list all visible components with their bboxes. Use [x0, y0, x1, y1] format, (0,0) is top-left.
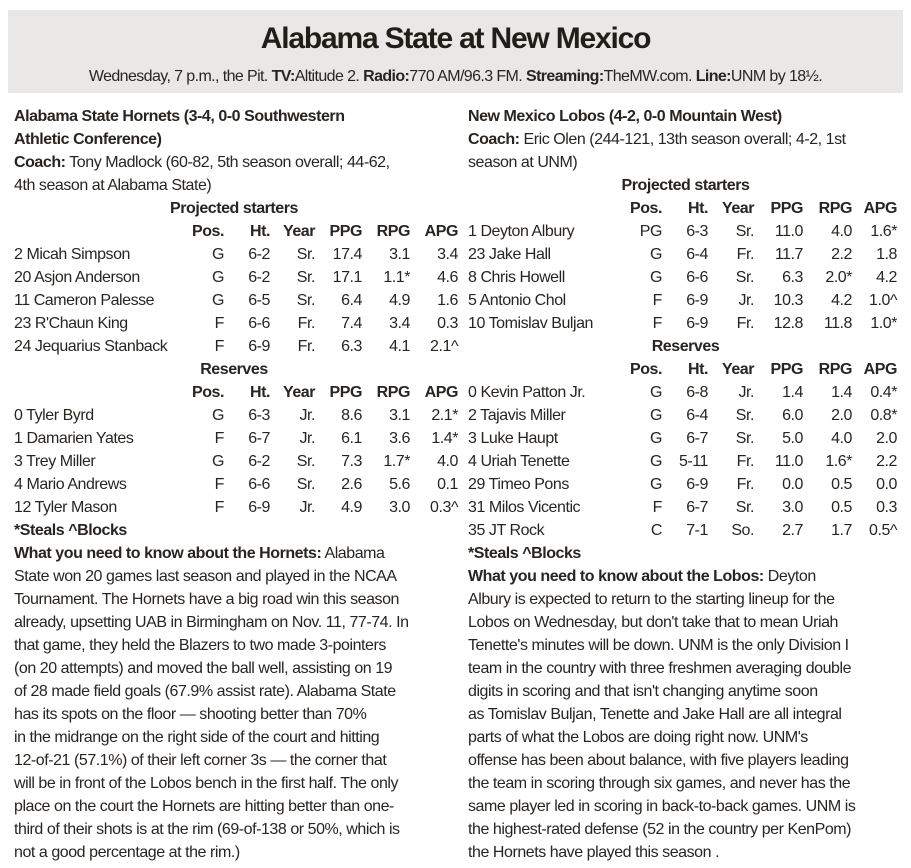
stat-cell: Fr. [736, 315, 754, 332]
player-row [14, 243, 458, 266]
tv-label: TV: [271, 68, 295, 85]
paragraph-line [468, 588, 903, 611]
coach-label: Coach: [14, 154, 66, 171]
stat-cell: 6-7 [686, 430, 708, 447]
stat-cell: 6-2 [248, 246, 270, 263]
stat-cell: 1.0* [870, 315, 897, 332]
paragraph-line [14, 611, 454, 634]
paragraph-text: place on the court the Hornets are hitting better than one- [14, 798, 394, 815]
player-row [14, 312, 458, 335]
column-header: Year [282, 223, 315, 240]
stat-cell: G [650, 246, 662, 263]
paragraph-line [468, 680, 903, 703]
paragraph-text: the team in scoring through six games, and never has the [468, 775, 851, 792]
stat-cell: 7.3 [341, 453, 362, 470]
paragraph-line [468, 795, 903, 818]
column-header: PPG [329, 384, 362, 401]
stat-cell: 6.3 [341, 338, 362, 355]
stat-cell: 0.4* [870, 384, 897, 401]
paragraph-text: Deyton [767, 568, 816, 585]
stat-cell: 0.5 [831, 499, 852, 516]
paragraph-line [468, 565, 903, 588]
player-name: 10 Tomislav Buljan [468, 315, 594, 332]
stat-cell: 0.3^ [430, 499, 458, 516]
column-header: PPG [770, 200, 803, 217]
paragraph-line [468, 841, 903, 864]
stat-cell: 11.8 [823, 315, 852, 332]
stat-cell: 6.1 [341, 430, 362, 447]
column-header: Pos. [630, 361, 662, 378]
player-row [468, 519, 903, 542]
stat-cell: Sr. [296, 269, 315, 286]
stat-cell: 6-7 [686, 499, 708, 516]
stat-cell: Sr. [296, 453, 315, 470]
paragraph-text: Alabama [324, 545, 385, 562]
stat-cell: 6-7 [248, 430, 270, 447]
paragraph-line [468, 657, 903, 680]
stat-cell: 2.6 [341, 476, 362, 493]
stat-cell: G [650, 407, 662, 424]
stat-cell: G [212, 269, 224, 286]
stat-cell: Sr. [296, 476, 315, 493]
stat-cell: 7-1 [686, 522, 708, 539]
paragraph-text: in the midrange on the right side of the court and hitting [14, 729, 380, 746]
stat-cell: 6-9 [248, 499, 270, 516]
player-name: 31 Milos Vicentic [468, 499, 581, 516]
radio-label: Radio: [363, 68, 410, 85]
stat-cell: 1.1* [383, 269, 410, 286]
paragraph-text: 12-of-21 (57.1%) of their left corner 3s — the corner that [14, 752, 387, 769]
reserves-heading: Reserves [200, 361, 268, 378]
stat-cell: Sr. [735, 223, 754, 240]
player-name: 0 Kevin Patton Jr. [468, 384, 586, 401]
stat-cell: 1.0^ [869, 292, 897, 309]
lobos-column [468, 105, 903, 864]
column-header: APG [424, 384, 458, 401]
stat-cell: 2.7 [782, 522, 803, 539]
stat-cell: Jr. [738, 384, 754, 401]
coach-text: 4th season at Alabama State) [14, 177, 212, 194]
stat-cell: 1.4 [831, 384, 852, 401]
player-row [14, 404, 458, 427]
reserves-heading: Reserves [651, 338, 720, 355]
paragraph-line [14, 772, 454, 795]
player-row [14, 473, 458, 496]
stat-cell: 5.0 [782, 430, 803, 447]
stat-cell: 0.0 [782, 476, 803, 493]
team-title: Athletic Conference) [14, 131, 162, 148]
player-name: 2 Tajavis Miller [468, 407, 566, 424]
coach-line [468, 151, 903, 174]
column-header: RPG [376, 384, 410, 401]
paragraph-text: State won 20 games last season and played in the NCAA [14, 568, 397, 585]
player-row [14, 496, 458, 519]
player-name: 3 Trey Miller [14, 453, 96, 470]
paragraph-line [468, 818, 903, 841]
paragraph-text: already, upsetting UAB in Birmingham on Nov. 11, 77-74. In [14, 614, 409, 631]
stat-cell: 6-5 [248, 292, 270, 309]
stat-cell: 6-9 [248, 338, 270, 355]
know-paragraph [468, 565, 903, 864]
stat-cell: 0.3 [437, 315, 458, 332]
stat-cell: Jr. [299, 499, 315, 516]
paragraph-line [14, 795, 454, 818]
paragraph-line [14, 841, 454, 864]
player-row [14, 427, 458, 450]
stat-cell: 6-2 [248, 269, 270, 286]
coach-label: Coach: [468, 131, 520, 148]
stat-cell: 5.6 [389, 476, 410, 493]
stat-cell: F [214, 315, 224, 332]
stat-cell: 0.1 [437, 476, 458, 493]
stat-cell: 3.0 [389, 499, 410, 516]
paragraph-line [14, 680, 454, 703]
page-title: Alabama State at New Mexico [260, 22, 651, 55]
stat-cell: G [212, 292, 224, 309]
stat-cell: Sr. [735, 407, 754, 424]
stat-cell: 0.8* [870, 407, 897, 424]
stat-cell: 4.9 [341, 499, 362, 516]
stat-cell: 10.3 [773, 292, 803, 309]
player-row [14, 289, 458, 312]
header-spacer [468, 197, 618, 220]
stat-cell: 3.4 [389, 315, 410, 332]
column-header: RPG [818, 200, 852, 217]
tv-value: Altitude 2. [294, 68, 360, 85]
column-header: PPG [770, 361, 803, 378]
stat-cell: 1.7* [383, 453, 410, 470]
paragraph-text: the highest-rated defense (52 in the country per KenPom) [468, 821, 852, 838]
stat-cell: So. [731, 522, 754, 539]
stat-cell: 6-6 [686, 269, 708, 286]
paragraph-text: of 28 made field goals (67.9% assist rate). Alabama State [14, 683, 396, 700]
paragraph-text: not a good percentage at the rim.) [14, 844, 240, 861]
stat-cell: G [650, 476, 662, 493]
stat-cell: 4.2 [876, 269, 897, 286]
column-header: Pos. [630, 200, 662, 217]
stat-cell: 0.5 [831, 476, 852, 493]
stat-cell: 3.0 [782, 499, 803, 516]
column-header: RPG [818, 361, 852, 378]
stat-cell: 3.1 [389, 407, 410, 424]
paragraph-line [14, 726, 454, 749]
column-headers [468, 358, 903, 381]
stat-cell: G [650, 384, 662, 401]
stat-cell: 4.2 [831, 292, 852, 309]
stat-cell: Fr. [297, 315, 315, 332]
stat-cell: G [212, 453, 224, 470]
stat-cell: 8.6 [341, 407, 362, 424]
stat-cell: F [652, 315, 662, 332]
stat-cell: 6-2 [248, 453, 270, 470]
stat-cell: 6.3 [782, 269, 803, 286]
stat-cell: 0.3 [876, 499, 897, 516]
stat-cell: Sr. [296, 292, 315, 309]
stat-cell: 2.2 [876, 453, 897, 470]
stat-cell: 6-4 [686, 407, 708, 424]
stat-cell: 2.2 [831, 246, 852, 263]
player-row [14, 266, 458, 289]
stat-cell: F [652, 499, 662, 516]
paragraph-line [468, 703, 903, 726]
stat-cell: Jr. [299, 407, 315, 424]
stat-cell: 6-8 [686, 384, 708, 401]
stat-cell: 6-6 [248, 315, 270, 332]
paragraph-text: Tenette's minutes will be down. UNM is the only Division I [468, 637, 849, 654]
stat-cell: 3.6 [389, 430, 410, 447]
starters-heading: Projected starters [621, 177, 750, 194]
column-header: PPG [329, 223, 362, 240]
team-title: New Mexico Lobos (4-2, 0-0 Mountain West) [468, 108, 782, 125]
column-header: Pos. [192, 384, 224, 401]
stat-cell: F [214, 476, 224, 493]
column-header: APG [424, 223, 458, 240]
stat-cell: Jr. [738, 292, 754, 309]
column-header: Year [282, 384, 315, 401]
know-paragraph [14, 542, 454, 864]
paragraph-line [14, 634, 454, 657]
header-spacer [14, 220, 184, 243]
stat-cell: 4.0 [831, 223, 852, 240]
game-header [8, 10, 903, 93]
hornets-column [14, 105, 458, 864]
stat-cell: 6.0 [782, 407, 803, 424]
stat-cell: 6.4 [341, 292, 362, 309]
column-header: Ht. [250, 223, 270, 240]
stat-cell: 17.4 [332, 246, 362, 263]
column-header: APG [863, 361, 897, 378]
column-headers [468, 197, 903, 220]
stat-cell: G [212, 246, 224, 263]
streaming-label: Streaming: [526, 68, 604, 85]
paragraph-line [14, 749, 454, 772]
player-name: 4 Mario Andrews [14, 476, 127, 493]
paragraph-text: (on 20 attempts) and moved the ball well, assisting on 19 [14, 660, 393, 677]
stat-cell: 2.1* [431, 407, 458, 424]
header-spacer [468, 358, 618, 381]
coach-text: Eric Olen (244-121, 13th season overall; 4-2, 1st [523, 131, 846, 148]
coach-text: season at UNM) [468, 154, 578, 171]
stat-cell: 6-9 [686, 476, 708, 493]
paragraph-text: Lobos on Wednesday, but don't take that to mean Uriah [468, 614, 838, 631]
stat-cell: G [212, 407, 224, 424]
player-name: 3 Luke Haupt [468, 430, 558, 447]
stat-cell: 0.0 [876, 476, 897, 493]
streaming-value: TheMW.com. [603, 68, 692, 85]
stat-cell: Fr. [736, 476, 754, 493]
player-name: 1 Deyton Albury [468, 223, 575, 240]
paragraph-line [14, 703, 454, 726]
paragraph-line [468, 749, 903, 772]
stat-cell: 6-3 [248, 407, 270, 424]
line-value: UNM by 18½. [730, 68, 823, 85]
paragraph-text: digits in scoring and that isn't changing anytime soon [468, 683, 818, 700]
player-name: 5 Antonio Chol [468, 292, 566, 309]
paragraph-text: that game, they held the Blazers to two made 3-pointers [14, 637, 386, 654]
stat-cell: 1.4 [782, 384, 803, 401]
paragraph-text: the Hornets have played this season . [468, 844, 720, 861]
player-row [468, 289, 903, 312]
stat-cell: 2.0* [825, 269, 852, 286]
column-headers [14, 220, 458, 243]
stat-cell: 3.1 [389, 246, 410, 263]
stat-cell: F [214, 430, 224, 447]
player-row [468, 381, 903, 404]
player-row [468, 496, 903, 519]
stat-cell: 4.0 [437, 453, 458, 470]
stat-cell: 17.1 [332, 269, 362, 286]
player-name: 20 Asjon Anderson [14, 269, 140, 286]
paragraph-line [468, 726, 903, 749]
stat-cell: G [650, 430, 662, 447]
player-row [14, 450, 458, 473]
stat-cell: Fr. [297, 338, 315, 355]
stat-cell: 2.0 [876, 430, 897, 447]
player-row [468, 473, 903, 496]
player-name: 29 Timeo Pons [468, 476, 569, 493]
player-name: 23 Jake Hall [468, 246, 551, 263]
coach-line [468, 128, 903, 151]
paragraph-text: will be in front of the Lobos bench in the first half. The only [14, 775, 399, 792]
stat-cell: 2.0 [831, 407, 852, 424]
know-label: What you need to know about the Hornets: [14, 545, 322, 562]
stat-cell: F [652, 292, 662, 309]
stats-legend: *Steals ^Blocks [14, 522, 127, 539]
player-name: 35 JT Rock [468, 522, 545, 539]
player-row [468, 243, 903, 266]
stat-cell: 11.7 [774, 246, 803, 263]
line-label: Line: [695, 68, 731, 85]
stat-cell: 11.0 [774, 453, 803, 470]
stat-cell: C [650, 522, 662, 539]
paragraph-line [14, 818, 454, 841]
stats-legend: *Steals ^Blocks [468, 545, 581, 562]
stat-cell: 1.6 [437, 292, 458, 309]
player-row [468, 312, 903, 335]
stat-cell: 6-9 [686, 315, 708, 332]
column-headers [14, 381, 458, 404]
player-name: 4 Uriah Tenette [468, 453, 570, 470]
stat-cell: 1.7 [831, 522, 852, 539]
player-row [468, 266, 903, 289]
stat-cell: Fr. [736, 246, 754, 263]
radio-value: 770 AM/96.3 FM. [409, 68, 523, 85]
paragraph-line [14, 542, 454, 565]
stat-cell: 4.1 [389, 338, 410, 355]
stat-cell: PG [639, 223, 662, 240]
header-spacer [14, 381, 184, 404]
stat-cell: G [650, 269, 662, 286]
paragraph-text: Albury is expected to return to the starting lineup for the [468, 591, 835, 608]
paragraph-text: as Tomislav Buljan, Tenette and Jake Hall are all integral [468, 706, 842, 723]
player-row [468, 450, 903, 473]
game-info [8, 68, 903, 86]
player-row [14, 335, 458, 358]
stat-cell: 0.5^ [869, 522, 897, 539]
paragraph-text: has its spots on the floor — shooting better than 70% [14, 706, 367, 723]
stat-cell: Fr. [736, 453, 754, 470]
stat-cell: F [214, 499, 224, 516]
stat-cell: Jr. [299, 430, 315, 447]
coach-text: Tony Madlock (60-82, 5th season overall; 44-62, [69, 154, 390, 171]
paragraph-text: same player led in scoring in back-to-back games. UNM is [468, 798, 856, 815]
stat-cell: 4.9 [389, 292, 410, 309]
column-header: Ht. [688, 200, 708, 217]
player-name: 0 Tyler Byrd [14, 407, 94, 424]
stat-cell: 6-4 [686, 246, 708, 263]
stat-cell: 6-6 [248, 476, 270, 493]
player-row [468, 427, 903, 450]
column-header: Ht. [688, 361, 708, 378]
stat-cell: 4.6 [437, 269, 458, 286]
player-name: 1 Damarien Yates [14, 430, 134, 447]
starters-heading: Projected starters [170, 200, 298, 217]
stat-cell: 11.0 [774, 223, 803, 240]
game-time: Wednesday, 7 p.m., the Pit. [88, 68, 268, 85]
paragraph-line [468, 634, 903, 657]
stat-cell: Sr. [296, 246, 315, 263]
stat-cell: Sr. [735, 430, 754, 447]
player-row [468, 404, 903, 427]
stat-cell: G [650, 453, 662, 470]
paragraph-line [14, 657, 454, 680]
column-header: APG [863, 200, 897, 217]
stat-cell: 1.4* [431, 430, 458, 447]
column-header: Year [721, 361, 754, 378]
stat-cell: 7.4 [341, 315, 362, 332]
stat-cell: 1.6* [870, 223, 897, 240]
player-name: 11 Cameron Palesse [14, 292, 155, 309]
paragraph-line [468, 611, 903, 634]
stat-cell: 4.0 [831, 430, 852, 447]
know-label: What you need to know about the Lobos: [468, 568, 764, 585]
stat-cell: 3.4 [437, 246, 458, 263]
stat-cell: F [214, 338, 224, 355]
player-row [468, 220, 903, 243]
column-header: Pos. [192, 223, 224, 240]
paragraph-text: Tournament. The Hornets have a big road win this season [14, 591, 399, 608]
team-title: Alabama State Hornets (3-4, 0-0 Southwestern [14, 108, 345, 125]
paragraph-text: team in the country with three freshmen averaging double [468, 660, 852, 677]
stat-cell: 1.6* [825, 453, 852, 470]
coach-line [14, 151, 454, 174]
player-name: 12 Tyler Mason [14, 499, 117, 516]
stat-cell: 6-9 [686, 292, 708, 309]
column-header: Ht. [250, 384, 270, 401]
player-name: 2 Micah Simpson [14, 246, 130, 263]
stat-cell: 1.8 [876, 246, 897, 263]
paragraph-text: offense has been about balance, with five players leading [468, 752, 849, 769]
stat-cell: 2.1^ [430, 338, 458, 355]
stat-cell: 6-3 [686, 223, 708, 240]
paragraph-line [14, 565, 454, 588]
paragraph-text: parts of what the Lobos are doing right now. UNM's [468, 729, 808, 746]
coach-line [14, 174, 454, 197]
player-name: 24 Jequarius Stanback [14, 338, 168, 355]
paragraph-text: third of their shots is at the rim (69-of-138 or 50%, which is [14, 821, 400, 838]
paragraph-line [468, 772, 903, 795]
stat-cell: Sr. [735, 269, 754, 286]
column-header: Year [721, 200, 754, 217]
player-name: 23 R'Chaun King [14, 315, 128, 332]
player-name: 8 Chris Howell [468, 269, 565, 286]
column-header: RPG [376, 223, 410, 240]
stat-cell: Sr. [735, 499, 754, 516]
stat-cell: 12.8 [773, 315, 803, 332]
stat-cell: 5-11 [678, 453, 708, 470]
paragraph-line [14, 588, 454, 611]
